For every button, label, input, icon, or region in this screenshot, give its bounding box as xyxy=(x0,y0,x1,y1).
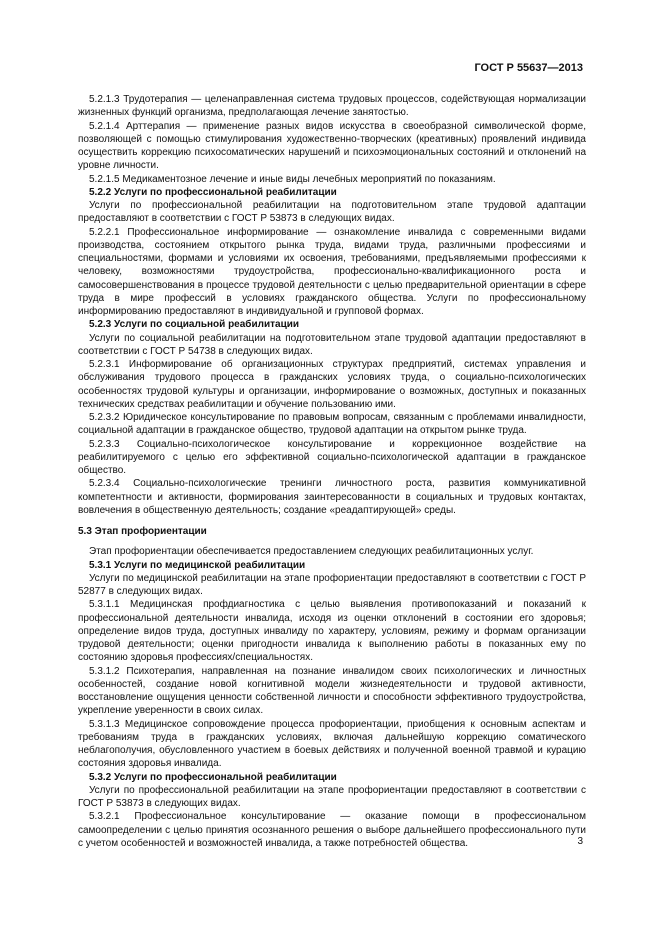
section-heading: 5.3 Этап профориентации xyxy=(78,526,207,537)
paragraph: 5.2.3.4 Социально-психологические тренинги личностного роста, развития коммуникативной компетентности и активности, формирования заинтересованности в социальных и трудовых контактах, вовлечения в общественную деятельность; создание «реадаптирующей» среды. xyxy=(78,478,586,516)
paragraph: Услуги по медицинской реабилитации на этапе профориентации предоставляют в соответствии с ГОСТ Р 52877 в следующих видах. xyxy=(78,572,586,597)
document-header: ГОСТ Р 55637—2013 xyxy=(474,62,583,74)
paragraph: 5.3.2.1 Профессиональное консультирование — оказание помощи в профессиональном самоопределении с целью принятия осознанного решения о выборе дальнейшего профессионального пути с учетом особенностей и возможностей инвалида, а также потребностей общества. xyxy=(78,811,586,849)
subsection-heading: 5.3.1 Услуги по медицинской реабилитации xyxy=(89,559,306,571)
document-body xyxy=(78,93,586,850)
paragraph: 5.2.1.4 Арттерапия — применение разных видов искусства в своеобразной символической форме, позволяющей с помощью стимулирования художественно-творческих (креативных) проявлений индивида осуществить коррекцию психосоматических нарушений и психоэмоциональных состояний и отклонений на уровне личности. xyxy=(78,120,586,172)
paragraph: 5.2.3.2 Юридическое консультирование по правовым вопросам, связанным с проблемами инвалидности, социальной адаптации в гражданское общество, трудовой адаптации на открытом рынке труда. xyxy=(78,412,586,437)
paragraph: Этап профориентации обеспечивается предоставлением следующих реабилитационных услуг. xyxy=(89,546,534,558)
page-number: 3 xyxy=(577,836,583,847)
paragraph: 5.2.1.3 Трудотерапия — целенаправленная система трудовых процессов, содействующая нормализации жизненных функций организма, предполагающая лечение занятостью. xyxy=(78,94,586,119)
paragraph: Услуги по социальной реабилитации на подготовительном этапе трудовой адаптации предоставляют в соответствии с ГОСТ Р 54738 в следующих видах. xyxy=(78,332,586,357)
paragraph: Услуги по профессиональной реабилитации на этапе профориентации предоставляют в соответствии с ГОСТ Р 53873 в следующих видах. xyxy=(78,784,586,809)
paragraph: 5.3.1.2 Психотерапия, направленная на познание инвалидом своих психологических и личностных особенностей, создание новой когнитивной модели жизнедеятельности и трудовой активности, восстановление ощущения ценности собственной личности и способности эффективного трудоустройства, укрепление уверенности в своих силах. xyxy=(78,665,586,717)
paragraph: 5.2.3.3 Социально-психологическое консультирование и коррекционное воздействие на реабилитируемого с целью его эффективной социально-психологической адаптации в гражданское общество. xyxy=(78,438,586,476)
paragraph: 5.3.1.3 Медицинское сопровождение процесса профориентации, приобщения к основным аспектам и требованиям труда в гражданских условиях, включая дальнейшую коррекцию соматического неблагополучия, обусловленного участием в боевых действиях и полученной военной травмой и курацию состояния здоровья инвалида. xyxy=(78,718,586,770)
subsection-heading: 5.2.3 Услуги по социальной реабилитации xyxy=(89,319,300,331)
paragraph: 5.2.1.5 Медикаментозное лечение и иные виды лечебных мероприятий по показаниям. xyxy=(89,173,496,185)
paragraph: 5.2.3.1 Информирование об организационных структурах предприятий, системах управления и обслуживания трудового процесса в гражданских условиях труда, о социально-психологических особенностях трудовой культуры и организации, информирование о возможных, доступных и показанных технических средствах реабилитации и обучение пользованию ими. xyxy=(78,359,586,410)
subsection-heading: 5.3.2 Услуги по профессиональной реабилитации xyxy=(89,771,337,783)
paragraph: Услуги по профессиональной реабилитации на подготовительном этапе трудовой адаптации предоставляют в соответствии с ГОСТ Р 53873 в следующих видах. xyxy=(78,200,586,225)
subsection-heading: 5.2.2 Услуги по профессиональной реабилитации xyxy=(89,186,337,198)
paragraph: 5.3.1.1 Медицинская профдиагностика с целью выявления противопоказаний и показаний к профессиональной деятельности инвалида, исходя из оценки отклонений в состоянии его здоровья; определение видов труда, доступных инвалиду по характеру, условиям, режиму и формам организации трудовой деятельности; оценки пригодности инвалида к выполнению работы в показанных ему по состоянию здоровья профессиях/специальностях. xyxy=(78,599,586,664)
paragraph: 5.2.2.1 Профессиональное информирование — ознакомление инвалида с современными видами производства, состоянием открытого рынка труда, видами труда, различными профессиями и специальностями, формами и условиями их освоения, требованиями, предъявляемыми профессиями к человеку, возможностями трудоустройства, профессионально-квалификационного роста и самосовершенствования в процессе трудовой деятельности с целью предварительной ориентации в сфере труда в мире профессий в условиях гражданского общества. Услуги по профессиональному информированию предоставляют в индивидуальной и групповой формах. xyxy=(78,226,586,317)
